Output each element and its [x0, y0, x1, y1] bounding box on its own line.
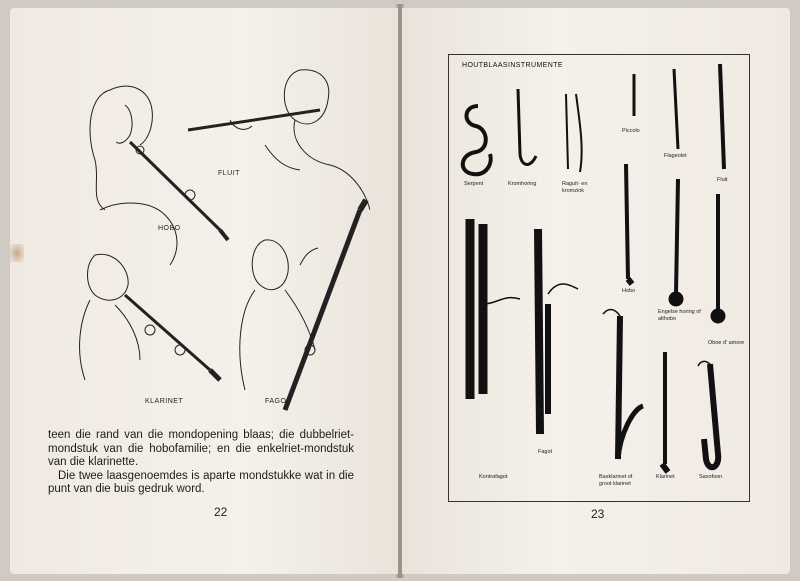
caption-hobo: Hobo	[622, 288, 636, 294]
caption-piccolo: Piccolo	[622, 128, 640, 134]
caption-basklarinet: Basklarinet of groot klarinet	[599, 474, 633, 487]
saxofoon-drawing	[704, 364, 718, 467]
paragraph-2: Die twee laasgenoemdes is aparte mondstukke wat in die punt van die buis gedruk word.	[48, 469, 354, 495]
label-klarinet: KLARINET	[145, 398, 184, 405]
label-fluit: FLUIT	[218, 170, 240, 177]
caption-engelse-horing: Engelse horing of althobo	[658, 309, 701, 322]
plate-title: HOUTBLAASINSTRUMENTE	[462, 62, 563, 69]
fagot-drawing	[538, 229, 540, 434]
caption-oboe-damore: Oboe d' amore	[708, 340, 745, 346]
hobo-drawing	[626, 164, 628, 279]
caption-kromhoring: Kromhoring	[508, 181, 537, 187]
caption-raguit: Raguit- en kromzink	[562, 181, 588, 194]
paragraph-1: teen die rand van die mondopening blaas; die dubbelriet-mondstuk van die hobofamilie; en die enkelriet-mondstuk van die klarinette.	[48, 429, 354, 468]
caption-fagot: Fagot	[538, 449, 553, 455]
caption-flageolet: Flageolet	[664, 153, 687, 159]
fluit-drawing	[720, 64, 724, 169]
woodwind-instruments-illustration	[448, 54, 748, 500]
caption-serpent: Serpent	[464, 181, 484, 187]
paper-stain	[10, 244, 24, 262]
musicians-illustration	[70, 50, 370, 420]
caption-saxofoon: Saxofoon	[699, 474, 723, 480]
flageolet-drawing	[674, 69, 678, 149]
label-hobo: HOBO	[158, 225, 181, 232]
serpent-drawing	[463, 106, 491, 174]
caption-kontrafagot: Kontrafagot	[479, 474, 508, 480]
label-fagot: FAGOT	[265, 398, 292, 405]
kromhoring-drawing	[518, 89, 536, 164]
page-number-right: 23	[591, 507, 605, 521]
engelse-horing-drawing	[676, 179, 678, 294]
raguit-drawing	[566, 94, 568, 169]
body-text	[48, 429, 354, 497]
page-number-left: 22	[214, 505, 228, 519]
caption-klarinet: Klarinet	[656, 474, 675, 480]
caption-fluit: Fluit	[717, 177, 728, 183]
